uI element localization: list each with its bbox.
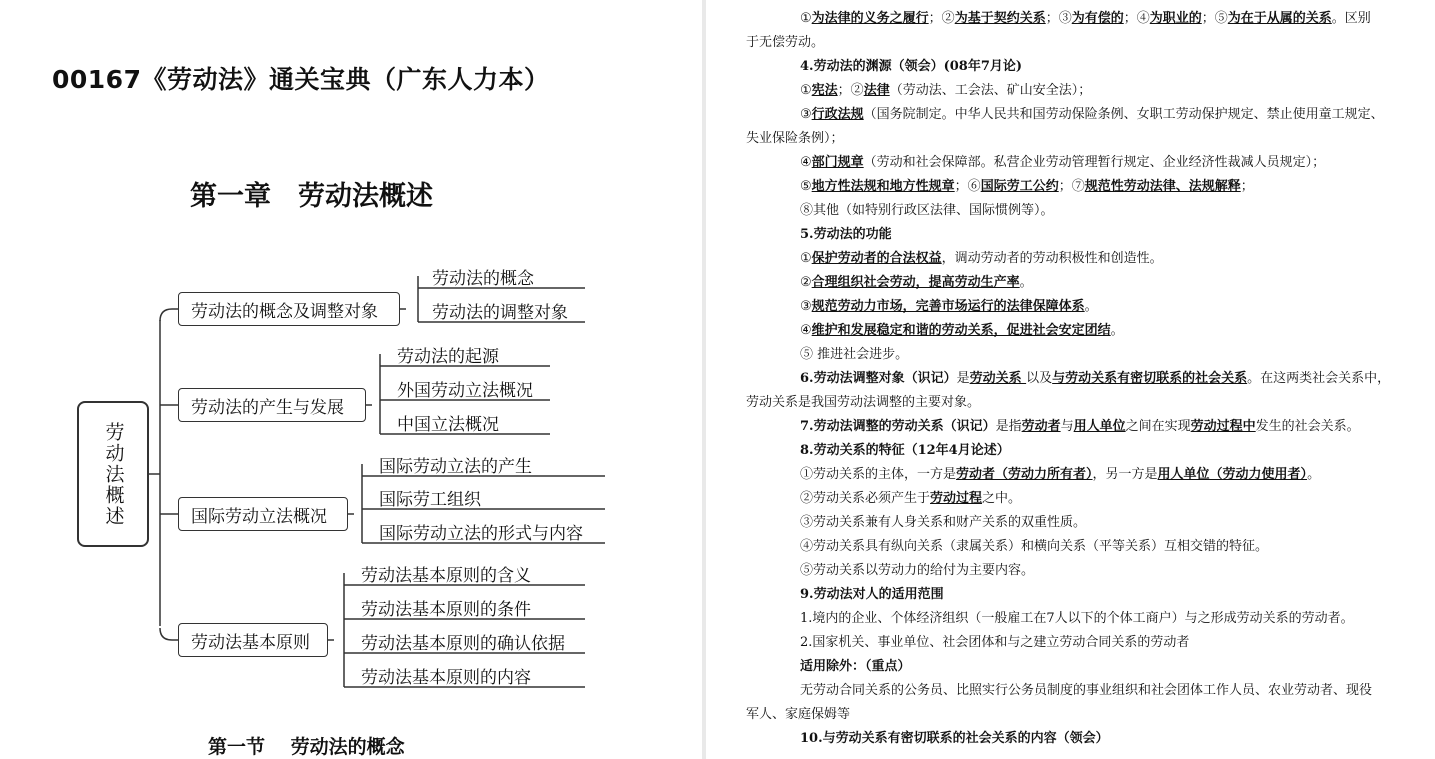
text-run: 。区别: [1331, 11, 1371, 26]
text-line: [746, 127, 1414, 151]
key-term: 劳动者: [1021, 419, 1061, 434]
mind-map-leaf: 国际劳工组织: [379, 490, 481, 510]
mind-map-leaf: 劳动法的起源: [397, 347, 499, 367]
text-run: ③: [800, 299, 812, 314]
mind-map-leaf: 国际劳动立法的产生: [379, 457, 532, 477]
text-run: ，调动劳动者的劳动积极性和创造性。: [941, 251, 1163, 266]
text-run: 是指: [995, 419, 1022, 434]
text-run: ④劳动关系具有纵向关系（隶属关系）和横向关系（平等关系）互相交错的特征。: [800, 539, 1269, 554]
text-run: 于无偿劳动。: [746, 35, 825, 50]
mind-map-branch: 劳动法的产生与发展: [178, 388, 366, 422]
key-term: 部门规章: [811, 155, 864, 170]
text-run: （国务院制定。中华人民共和国劳动保险条例、女职工劳动保护规定、禁止使用童工规定、: [863, 107, 1384, 122]
text-run: 4.劳动法的渊源（领会）(08年7月论): [800, 59, 1023, 74]
mind-map-connectors: [0, 0, 702, 759]
text-run: 与: [1060, 419, 1074, 434]
text-line: [774, 271, 1414, 295]
text-run: 适用除外：（重点）: [800, 659, 911, 674]
text-line: [774, 319, 1414, 343]
section-heading: [774, 655, 1414, 679]
section-heading: [774, 55, 1414, 79]
text-run: ；②: [928, 11, 955, 26]
mind-map-leaf: 外国劳动立法概况: [397, 381, 533, 401]
text-line: [746, 31, 1414, 55]
text-run: 军人、家庭保姆等: [746, 707, 851, 722]
key-term: 劳动关系: [969, 371, 1027, 386]
section-heading: [774, 583, 1414, 607]
text-run: ④: [800, 323, 812, 338]
text-run: 8.劳动关系的特征（12年4月论述）: [800, 443, 1010, 458]
key-term: 国际劳工公约: [980, 179, 1059, 194]
text-line: [774, 247, 1414, 271]
key-term: 劳动者（劳动力所有者）: [956, 467, 1093, 482]
key-term: 行政法规: [811, 107, 864, 122]
key-term: 法律: [863, 83, 890, 98]
text-run: ⑤ 推进社会进步。: [800, 347, 909, 362]
text-line: [774, 679, 1414, 703]
text-run: 10.与劳动关系有密切联系的社会关系的内容（领会）: [800, 731, 1109, 746]
text-run: ⑤劳动关系以劳动力的给付为主要内容。: [800, 563, 1035, 578]
text-run: （劳动和社会保障部。私营企业劳动管理暂行规定、企业经济性裁减人员规定）；: [863, 155, 1326, 170]
text-run: ；④: [1123, 11, 1150, 26]
mind-map-leaf: 劳动法的概念: [432, 269, 534, 289]
section-title: 第一节 劳动法的概念: [208, 736, 405, 758]
mind-map-branch: 国际劳动立法概况: [178, 497, 348, 531]
key-term: 规范劳动力市场，完善市场运行的法律保障体系: [811, 299, 1085, 314]
text-line: [774, 295, 1414, 319]
key-term: 为法律的义务之履行: [811, 11, 929, 26]
text-run: ；③: [1045, 11, 1072, 26]
text-run: 。在这两类社会关系中，: [1247, 371, 1391, 386]
text-run: ⑧其他（如特别行政区法律、国际惯例等）。: [800, 203, 1054, 218]
key-term: 用人单位: [1073, 419, 1126, 434]
text-run: ④: [800, 155, 812, 170]
text-run: 发生的社会关系。: [1255, 419, 1360, 434]
text-line: [774, 7, 1414, 31]
mind-map-leaf: 劳动法基本原则的内容: [361, 668, 531, 688]
text-run: 无劳动合同关系的公务员、比照实行公务员制度的事业组织和社会团体工作人员、农业劳动者、现役: [800, 683, 1373, 698]
key-term: 地方性法规和地方性规章: [811, 179, 955, 194]
text-line: [774, 79, 1414, 103]
section-heading: [774, 727, 1414, 751]
document-title: 00167《劳动法》通关宝典（广东人力本）: [52, 65, 550, 94]
left-page: [0, 0, 702, 759]
key-term: 为在于从属的关系: [1227, 11, 1332, 26]
text-run: 之中。: [982, 491, 1022, 506]
text-line: [774, 631, 1414, 655]
text-line: [774, 487, 1414, 511]
text-run: ；⑥: [954, 179, 981, 194]
mind-map-root: 劳动法概述: [77, 401, 149, 547]
text-run: ①: [800, 11, 812, 26]
right-page: [706, 0, 1435, 759]
text-line: [774, 175, 1414, 199]
text-run: 6.劳动法调整对象（识记）: [800, 371, 957, 386]
text-run: 7.劳动法调整的劳动关系（识记）: [800, 419, 996, 434]
text-run: 。: [1084, 299, 1098, 314]
key-term: 劳动过程: [930, 491, 983, 506]
mind-map-leaf: 劳动法基本原则的条件: [361, 600, 531, 620]
text-run: 。: [1307, 467, 1321, 482]
text-run: ⑤: [800, 179, 812, 194]
text-run: 是: [956, 371, 970, 386]
text-line: [774, 559, 1414, 583]
text-run: 5.劳动法的功能: [800, 227, 892, 242]
text-run: 以及: [1026, 371, 1053, 386]
text-line: [774, 199, 1414, 223]
key-term: 为基于契约关系: [954, 11, 1046, 26]
mind-map-branch: 劳动法的概念及调整对象: [178, 292, 400, 326]
text-line: [774, 151, 1414, 175]
text-line: [774, 343, 1414, 367]
section-heading: [774, 439, 1414, 463]
key-term: 保护劳动者的合法权益: [811, 251, 942, 266]
text-line: [774, 103, 1414, 127]
mind-map-branch: 劳动法基本原则: [178, 623, 328, 657]
text-run: ，另一方是: [1092, 467, 1158, 482]
text-line: [774, 463, 1414, 487]
text-run: ①劳动关系的主体，一方是: [800, 467, 957, 482]
chapter-title: 第一章 劳动法概述: [190, 181, 433, 212]
text-run: ①: [800, 251, 812, 266]
key-term: 维护和发展稳定和谐的劳动关系，促进社会安定团结: [811, 323, 1111, 338]
mind-map-leaf: 国际劳动立法的形式与内容: [379, 524, 583, 544]
text-run: ；⑤: [1201, 11, 1228, 26]
text-line: [746, 391, 1414, 415]
text-run: 。: [1019, 275, 1033, 290]
text-line: [774, 607, 1414, 631]
text-line: [774, 535, 1414, 559]
mind-map-leaf: 中国立法概况: [397, 415, 499, 435]
text-run: 失业保险条例）；: [746, 131, 844, 146]
text-run: ；②: [837, 83, 864, 98]
text-run: 2.国家机关、事业单位、社会团体和与之建立劳动合同关系的劳动者: [800, 635, 1190, 650]
mind-map-leaf: 劳动法基本原则的含义: [361, 566, 531, 586]
text-line: [746, 703, 1414, 727]
text-line: [774, 415, 1414, 439]
text-run: 。: [1110, 323, 1124, 338]
text-run: ②劳动关系必须产生于: [800, 491, 931, 506]
text-line: [774, 367, 1414, 391]
text-run: ③: [800, 107, 812, 122]
mind-map: [0, 0, 702, 759]
key-term: 为有偿的: [1071, 11, 1124, 26]
section-heading: [774, 223, 1414, 247]
mind-map-leaf: 劳动法的调整对象: [432, 303, 568, 323]
text-run: ；: [1240, 179, 1254, 194]
text-run: 之间在实现: [1125, 419, 1191, 434]
key-term: 规范性劳动法律、法规解释: [1084, 179, 1241, 194]
text-run: ③劳动关系兼有人身关系和财产关系的双重性质。: [800, 515, 1087, 530]
text-run: 9.劳动法对人的适用范围: [800, 587, 944, 602]
text-run: ；⑦: [1058, 179, 1085, 194]
text-run: 劳动关系是我国劳动法调整的主要对象。: [746, 395, 981, 410]
key-term: 劳动过程中: [1190, 419, 1256, 434]
key-term: 用人单位（劳动力使用者）: [1157, 467, 1308, 482]
text-run: 1.境内的企业、个体经济组织（一般雇工在7人以下的个体工商户）与之形成劳动关系的劳动者。: [800, 611, 1354, 626]
key-term: 宪法: [811, 83, 838, 98]
text-run: ①: [800, 83, 812, 98]
key-term: 为职业的: [1149, 11, 1202, 26]
key-term: 与劳动关系有密切联系的社会关系: [1052, 371, 1248, 386]
mind-map-leaf: 劳动法基本原则的确认依据: [361, 634, 565, 654]
text-line: [774, 511, 1414, 535]
text-run: （劳动法、工会法、矿山安全法）；: [889, 83, 1092, 98]
text-run: ②: [800, 275, 812, 290]
key-term: 合理组织社会劳动，提高劳动生产率: [811, 275, 1020, 290]
